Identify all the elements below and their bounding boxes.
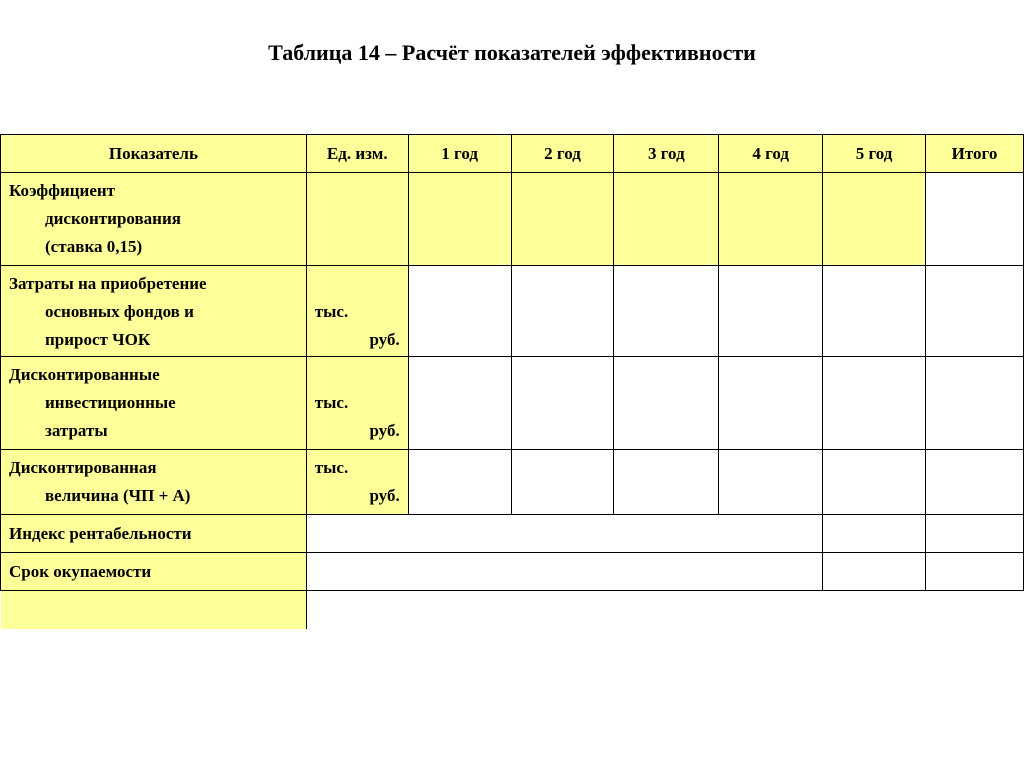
total-cell	[926, 173, 1024, 266]
indicator-line: величина (ЧП + А)	[45, 486, 191, 505]
value-cell	[823, 515, 926, 553]
table-row	[1, 591, 1024, 629]
unit-line: тыс.	[314, 458, 349, 477]
indicator-line: Затраты на приобретение	[9, 274, 207, 293]
table-row	[1, 173, 1024, 266]
header-cell-unit: Ед. изм.	[306, 135, 408, 173]
header-cell-year-5: 5 год	[823, 135, 926, 173]
indicator-line: Дисконтированные	[9, 365, 160, 384]
merged-value-cell	[306, 553, 822, 591]
indicator-line: инвестиционные	[45, 393, 176, 412]
header-cell-indicator: Показатель	[1, 135, 307, 173]
indicator-cell: Срок окупаемости	[1, 553, 307, 591]
value-cell	[823, 173, 926, 266]
header-cell-year-1: 1 год	[408, 135, 511, 173]
value-cell	[719, 450, 823, 515]
table-row	[1, 515, 1024, 553]
indicator-line: (ставка 0,15)	[45, 237, 143, 256]
value-cell	[614, 266, 719, 357]
value-cell	[614, 357, 719, 450]
efficiency-table	[0, 134, 1024, 629]
unit-line: руб.	[369, 486, 400, 505]
unit-line: тыс.	[314, 393, 349, 412]
indicator-line: дисконтирования	[45, 209, 181, 228]
header-cell-year-3: 3 год	[614, 135, 719, 173]
table-row	[1, 553, 1024, 591]
total-cell	[926, 515, 1024, 553]
table-row	[1, 357, 1024, 450]
unit-line: руб.	[369, 330, 400, 349]
merged-value-cell	[306, 515, 822, 553]
value-cell	[614, 450, 719, 515]
value-cell	[719, 357, 823, 450]
value-cell	[511, 173, 614, 266]
value-cell	[511, 266, 614, 357]
value-cell	[408, 173, 511, 266]
total-cell	[926, 266, 1024, 357]
unit-cell	[306, 450, 408, 515]
indicator-cell	[1, 591, 307, 629]
indicator-line: Дисконтированная	[9, 458, 157, 477]
indicator-cell	[1, 450, 307, 515]
total-cell	[926, 553, 1024, 591]
total-cell	[926, 450, 1024, 515]
value-cell	[511, 357, 614, 450]
page-title: Таблица 14 – Расчёт показателей эффективности	[268, 40, 756, 65]
value-cell	[823, 553, 926, 591]
header-row	[1, 135, 1024, 173]
unit-cell	[306, 266, 408, 357]
indicator-cell	[1, 173, 307, 266]
value-cell	[408, 450, 511, 515]
indicator-cell	[1, 357, 307, 450]
unit-line: руб.	[369, 421, 400, 440]
table-row	[1, 266, 1024, 357]
indicator-cell	[1, 266, 307, 357]
indicator-cell: Индекс рентабельности	[1, 515, 307, 553]
table-row	[1, 450, 1024, 515]
value-cell	[823, 266, 926, 357]
value-cell	[408, 266, 511, 357]
header-cell-total: Итого	[926, 135, 1024, 173]
indicator-line: затраты	[45, 421, 108, 440]
value-cell	[511, 450, 614, 515]
unit-line: тыс.	[314, 302, 349, 321]
value-cell	[614, 173, 719, 266]
indicator-line: Коэффициент	[9, 181, 116, 200]
header-cell-year-2: 2 год	[511, 135, 614, 173]
value-cell	[408, 357, 511, 450]
indicator-line: основных фондов и	[45, 302, 194, 321]
value-cell	[823, 450, 926, 515]
indicator-line: прирост ЧОК	[45, 330, 151, 349]
value-cell	[719, 173, 823, 266]
empty-cell	[306, 591, 1023, 629]
value-cell	[719, 266, 823, 357]
unit-cell	[306, 357, 408, 450]
total-cell	[926, 357, 1024, 450]
value-cell	[823, 357, 926, 450]
unit-cell	[306, 173, 408, 266]
header-cell-year-4: 4 год	[719, 135, 823, 173]
